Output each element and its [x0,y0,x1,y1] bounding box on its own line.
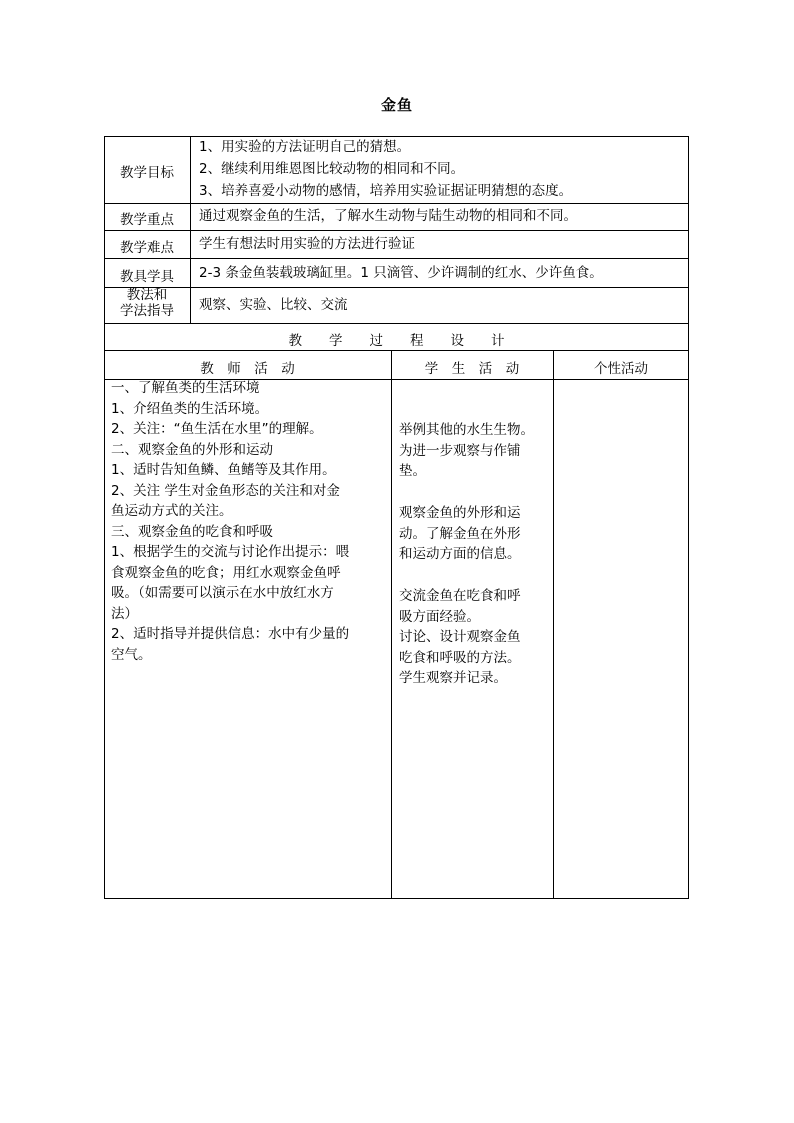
methods-label-line1: 教法和 [126,287,168,303]
student-line: 学生观察并记录。 [399,670,507,686]
row-divider [104,323,689,324]
student-line: 吸方面经验。 [399,608,480,625]
student-line: 动。了解金鱼在外形 [399,525,521,542]
difficulty-text: 学生有想法时用实验的方法进行验证 [199,236,415,252]
row-divider [104,350,689,351]
teacher-line: 一、了解鱼类的生活环境 [111,380,260,396]
teacher-line: 法） [111,605,138,622]
student-line: 和运动方面的信息。 [399,546,521,562]
objective-line: 1、用实验的方法证明自己的猜想。 [199,139,411,155]
row-divider [104,203,689,204]
process-heading: 教 学 过 程 设 计 [288,333,505,349]
row-divider [104,230,689,231]
teacher-line: 二、观察金鱼的外形和运动 [111,441,273,458]
key-point-label: 教学重点 [120,212,174,228]
student-line: 交流金鱼在吃食和呼 [399,588,521,604]
student-line: 吃食和呼吸的方法。 [399,649,521,666]
teacher-column-divider [391,350,392,899]
teacher-line: 1、介绍鱼类的生活环境。 [111,400,269,417]
teacher-line: 鱼运动方式的关注。 [111,503,233,519]
personal-activity-header: 个性活动 [594,361,648,377]
row-divider [104,258,689,259]
student-line: 举例其他的水生生物。 [399,422,534,438]
objectives-label: 教学目标 [120,165,174,181]
teacher-line: 食观察金鱼的吃食；用红水观察金鱼呼 [111,564,341,581]
objective-line: 3、培养喜爱小动物的感情，培养用实验证据证明猜想的态度。 [199,183,573,199]
methods-label-line2: 学法指导 [120,303,174,319]
student-line: 讨论、设计观察金鱼 [399,629,521,645]
teacher-line: 空气。 [111,646,152,663]
label-column-divider [190,136,191,323]
objective-line: 2、继续利用维恩图比较动物的相同和不同。 [199,161,465,177]
personal-activity-content [554,380,688,898]
row-divider [104,287,689,288]
teacher-line: 三、观察金鱼的吃食和呼吸 [111,523,273,540]
teacher-line: 2、关注：“鱼生活在水里”的理解。 [111,421,323,437]
teacher-activity-header: 教 师 活 动 [200,361,295,377]
methods-text: 观察、实验、比较、交流 [199,297,348,313]
teacher-line: 1、适时告知鱼鳞、鱼鳍等及其作用。 [111,462,336,478]
materials-text: 2-3 条金鱼装载玻璃缸里。1 只滴管、少许调制的红水、少许鱼食。 [199,265,603,281]
teacher-line: 1、根据学生的交流与讨论作出提示：喂 [111,544,350,560]
key-point-text: 通过观察金鱼的生活，了解水生动物与陆生动物的相同和不同。 [199,208,577,224]
teacher-line: 2、适时指导并提供信息：水中有少量的 [111,626,350,642]
difficulty-label: 教学难点 [120,240,174,256]
teacher-line: 吸。（如需要可以演示在水中放红水方 [111,585,334,601]
materials-label: 教具学具 [120,269,174,285]
student-activity-header: 学 生 活 动 [424,361,520,377]
page-title: 金鱼 [380,96,413,114]
student-line: 观察金鱼的外形和运 [399,505,521,521]
teacher-line: 2、关注 学生对金鱼形态的关注和对金 [111,482,340,499]
student-line: 为进一步观察与作铺 [399,442,521,459]
student-line: 垫。 [399,463,426,479]
